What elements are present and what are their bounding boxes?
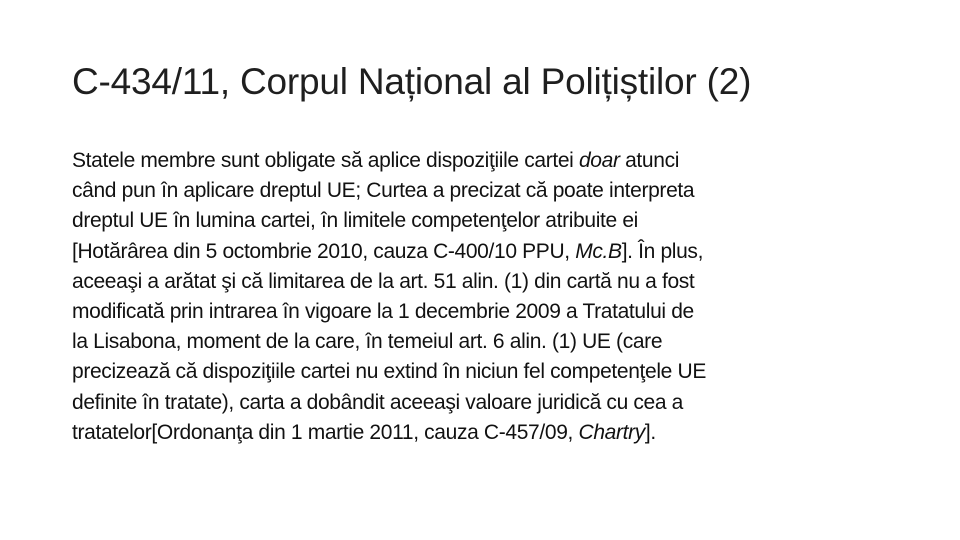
body-line [72,388,902,418]
body-line [72,267,902,297]
body-line [72,297,902,327]
slide-title: C-434/11, Corpul Național al Polițiștilor (2) [72,61,752,102]
body-line [72,206,902,236]
body-text-run: precizează că dispoziţiile cartei nu extind în niciun fel competenţele UE [72,360,706,384]
body-text-run: [Hotărârea din 5 octombrie 2010, cauza C-400/10 PPU, [72,239,576,263]
body-text-run: modificată prin intrarea în vigoare la 1 decembrie 2009 a Tratatului de [72,300,694,324]
body-text-run: aceeaşi a arătat şi că limitarea de la art. 51 alin. (1) din cartă nu a fost [72,269,695,293]
body-line [72,327,902,357]
body-text-run: ]. În plus, [621,239,704,263]
body-text-run: ]. [644,420,656,444]
body-line [72,146,902,176]
body-text-run: când pun în aplicare dreptul UE; Curtea a precizat că poate interpreta [72,179,695,203]
body-line [72,418,902,448]
body-text-run: la Lisabona, moment de la care, în temeiul art. 6 alin. (1) UE (care [72,330,663,354]
body-text-italic: doar [578,149,620,172]
body-text-run: Statele membre sunt obligate să aplice dispoziţiile cartei [72,149,579,172]
body-text-italic: Chartry [578,420,645,444]
body-line [72,237,902,267]
body-text-run: definite în tratate), carta a dobândit aceeaşi valoare juridică cu cea a [72,390,684,414]
body-text-run: tratatelor[Ordonanţa din 1 martie 2011, cauza C‑457/09, [72,420,579,444]
body-line [72,176,902,206]
body-text-italic: Mc.B [575,239,622,263]
body-line [72,357,902,387]
body-text-run: atunci [619,149,680,172]
body-text-run: dreptul UE în lumina cartei, în limitele competenţelor atribuite ei [72,209,638,233]
slide-body-text [72,146,902,448]
